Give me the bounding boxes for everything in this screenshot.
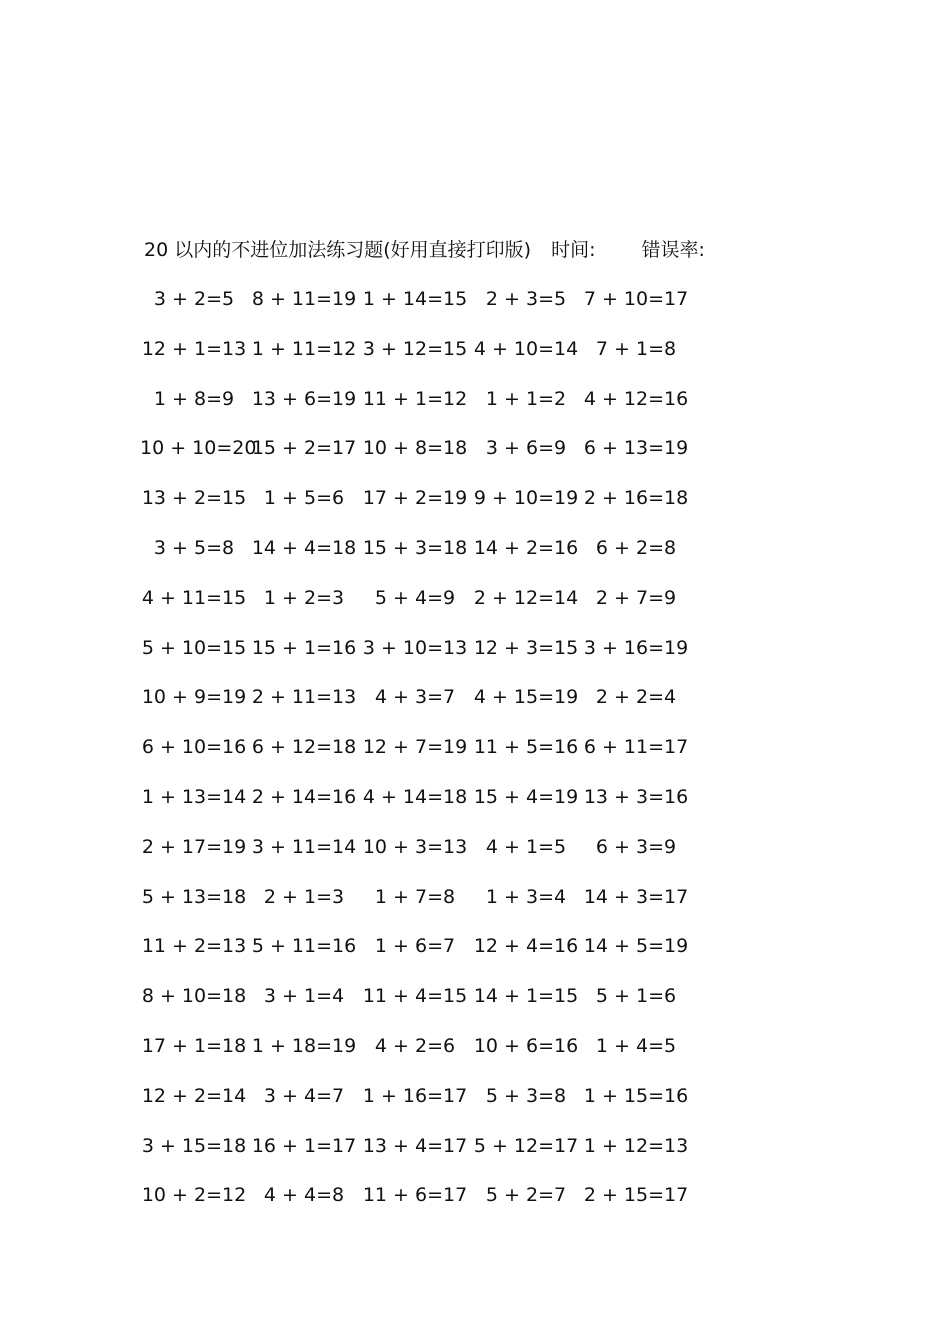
addition-problem: 3 + 5=8: [153, 536, 235, 559]
addition-problem: 12 + 7=19: [362, 736, 468, 759]
problem-row: [140, 1133, 720, 1183]
addition-problem: 17 + 1=18: [141, 1034, 247, 1057]
addition-problem: 1 + 3=4: [485, 885, 567, 908]
addition-problem: 1 + 11=12: [251, 337, 357, 360]
addition-problem: 4 + 10=14: [473, 337, 579, 360]
addition-problem: 16 + 1=17: [251, 1134, 357, 1157]
addition-problem: 6 + 11=17: [583, 736, 689, 759]
addition-problem: 14 + 4=18: [251, 536, 357, 559]
addition-problem: 2 + 15=17: [583, 1184, 689, 1207]
addition-problem: 2 + 1=3: [263, 885, 345, 908]
addition-problem: 1 + 5=6: [263, 487, 345, 510]
addition-problem: 3 + 6=9: [485, 437, 567, 460]
worksheet-title: 20 以内的不进位加法练习题(好用直接打印版): [144, 239, 532, 261]
problem-row: [140, 1033, 720, 1083]
addition-problem: 2 + 12=14: [473, 586, 579, 609]
addition-problem: 3 + 10=13: [362, 636, 468, 659]
addition-problem: 13 + 2=15: [141, 487, 247, 510]
addition-problem: 3 + 2=5: [153, 288, 235, 310]
addition-problem: 10 + 8=18: [362, 437, 468, 460]
addition-problem: 5 + 11=16: [251, 935, 357, 958]
addition-problem: 1 + 12=13: [583, 1134, 689, 1157]
addition-problem: 3 + 12=15: [362, 337, 468, 360]
addition-problem: 10 + 6=16: [473, 1034, 579, 1057]
addition-problem: 7 + 10=17: [583, 288, 689, 310]
addition-problem: 9 + 10=19: [473, 487, 579, 510]
addition-problem: 4 + 1=5: [485, 835, 567, 858]
addition-problem: 2 + 14=16: [251, 785, 357, 808]
addition-problem: 4 + 12=16: [583, 387, 689, 410]
worksheet-header: [144, 236, 705, 264]
problem-grid: [140, 286, 720, 1232]
addition-problem: 5 + 12=17: [473, 1134, 579, 1157]
addition-problem: 1 + 13=14: [141, 785, 247, 808]
problem-row: [140, 386, 720, 436]
addition-problem: 14 + 3=17: [583, 885, 689, 908]
addition-problem: 12 + 1=13: [141, 337, 247, 360]
addition-problem: 15 + 2=17: [251, 437, 357, 460]
addition-problem: 3 + 16=19: [583, 636, 689, 659]
problem-row: [140, 784, 720, 834]
addition-problem: 1 + 15=16: [583, 1084, 689, 1107]
addition-problem: 1 + 18=19: [251, 1034, 357, 1057]
addition-problem: 4 + 4=8: [263, 1184, 345, 1207]
time-label: 时间:: [551, 239, 596, 261]
addition-problem: 11 + 4=15: [362, 985, 468, 1008]
addition-problem: 15 + 1=16: [251, 636, 357, 659]
error-rate-label: 错误率:: [641, 239, 705, 261]
problem-row: [140, 684, 720, 734]
addition-problem: 6 + 3=9: [595, 835, 677, 858]
addition-problem: 5 + 3=8: [485, 1084, 567, 1107]
addition-problem: 10 + 3=13: [362, 835, 468, 858]
addition-problem: 3 + 1=4: [263, 985, 345, 1008]
addition-problem: 2 + 11=13: [251, 686, 357, 709]
addition-problem: 5 + 4=9: [374, 586, 456, 609]
addition-problem: 1 + 1=2: [485, 387, 567, 410]
addition-problem: 14 + 2=16: [473, 536, 579, 559]
addition-problem: 5 + 2=7: [485, 1184, 567, 1207]
problem-row: [140, 336, 720, 386]
addition-problem: 4 + 2=6: [374, 1034, 456, 1057]
addition-problem: 5 + 1=6: [595, 985, 677, 1008]
addition-problem: 8 + 10=18: [141, 985, 247, 1008]
addition-problem: 3 + 11=14: [251, 835, 357, 858]
addition-problem: 4 + 14=18: [362, 785, 468, 808]
addition-problem: 2 + 2=4: [595, 686, 677, 709]
addition-problem: 14 + 1=15: [473, 985, 579, 1008]
addition-problem: 11 + 6=17: [362, 1184, 468, 1207]
addition-problem: 10 + 2=12: [141, 1184, 247, 1207]
problem-row: [140, 485, 720, 535]
addition-problem: 6 + 13=19: [583, 437, 689, 460]
problem-row: [140, 535, 720, 585]
addition-problem: 3 + 4=7: [263, 1084, 345, 1107]
addition-problem: 1 + 8=9: [153, 387, 235, 410]
problem-row: [140, 635, 720, 685]
problem-row: [140, 286, 720, 336]
addition-problem: 6 + 12=18: [251, 736, 357, 759]
addition-problem: 1 + 14=15: [362, 288, 468, 310]
addition-problem: 6 + 10=16: [141, 736, 247, 759]
addition-problem: 2 + 17=19: [141, 835, 247, 858]
addition-problem: 1 + 7=8: [374, 885, 456, 908]
addition-problem: 5 + 10=15: [141, 636, 247, 659]
addition-problem: 4 + 15=19: [473, 686, 579, 709]
addition-problem: 12 + 4=16: [473, 935, 579, 958]
addition-problem: 12 + 2=14: [141, 1084, 247, 1107]
addition-problem: 1 + 16=17: [362, 1084, 468, 1107]
addition-problem: 1 + 6=7: [374, 935, 456, 958]
addition-problem: 6 + 2=8: [595, 536, 677, 559]
addition-problem: 12 + 3=15: [473, 636, 579, 659]
problem-row: [140, 884, 720, 934]
addition-problem: 2 + 16=18: [583, 487, 689, 510]
problem-row: [140, 983, 720, 1033]
problem-row: [140, 834, 720, 884]
problem-row: [140, 435, 720, 485]
addition-problem: 1 + 2=3: [263, 586, 345, 609]
addition-problem: 15 + 3=18: [362, 536, 468, 559]
addition-problem: 15 + 4=19: [473, 785, 579, 808]
addition-problem: 8 + 11=19: [251, 288, 357, 310]
addition-problem: 10 + 9=19: [141, 686, 247, 709]
problem-row: [140, 734, 720, 784]
problem-row: [140, 1083, 720, 1133]
addition-problem: 5 + 13=18: [141, 885, 247, 908]
addition-problem: 14 + 5=19: [583, 935, 689, 958]
addition-problem: 4 + 11=15: [141, 586, 247, 609]
addition-problem: 11 + 1=12: [362, 387, 468, 410]
addition-problem: 13 + 3=16: [583, 785, 689, 808]
addition-problem: 7 + 1=8: [595, 337, 677, 360]
problem-row: [140, 1182, 720, 1232]
addition-problem: 17 + 2=19: [362, 487, 468, 510]
addition-problem: 11 + 5=16: [473, 736, 579, 759]
addition-problem: 2 + 3=5: [485, 288, 567, 310]
addition-problem: 1 + 4=5: [595, 1034, 677, 1057]
addition-problem: 4 + 3=7: [374, 686, 456, 709]
problem-row: [140, 585, 720, 635]
addition-problem: 10 + 10=20: [140, 437, 257, 460]
addition-problem: 2 + 7=9: [595, 586, 677, 609]
addition-problem: 3 + 15=18: [141, 1134, 247, 1157]
addition-problem: 11 + 2=13: [141, 935, 247, 958]
addition-problem: 13 + 6=19: [251, 387, 357, 410]
addition-problem: 13 + 4=17: [362, 1134, 468, 1157]
problem-row: [140, 933, 720, 983]
